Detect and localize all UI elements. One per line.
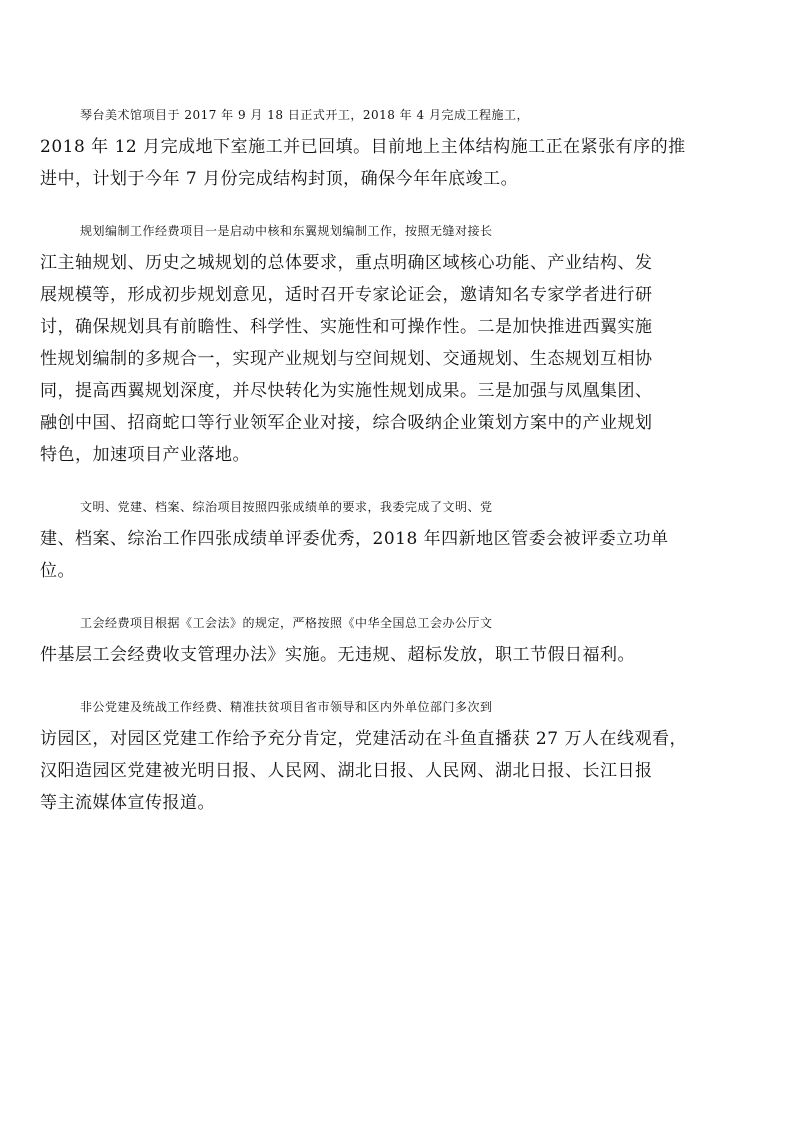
paragraph-line: 访园区，对园区党建工作给予充分肯定，党建活动在斗鱼直播获 27 万人在线观看， bbox=[40, 729, 687, 749]
paragraph-line: 同，提高西翼规划深度，并尽快转化为实施性规划成果。三是加强与凤凰集团、 bbox=[40, 381, 653, 401]
paragraph-nonpublic-party bbox=[20, 691, 757, 819]
paragraph-line: 等主流媒体宣传报道。 bbox=[40, 793, 215, 813]
paragraph-line: 2018 年 12 月完成地下室施工并已回填。目前地上主体结构施工正在紧张有序的推 bbox=[40, 137, 686, 157]
paragraph-line: 件基层工会经费收支管理办法》实施。无违规、超标发放，职工节假日福利。 bbox=[40, 645, 635, 665]
paragraph-line: 工会经费项目根据《工会法》的规定，严格按照《中华全国总工会办公厅文 bbox=[80, 616, 493, 630]
paragraph-line: 性规划编制的多规合一，实现产业规划与空间规划、交通规划、生态规划互相协 bbox=[40, 349, 653, 369]
paragraph-line: 江主轴规划、历史之城规划的总体要求，重点明确区域核心功能、产业结构、发 bbox=[40, 253, 653, 273]
paragraph-line: 琴台美术馆项目于 2017 年 9 月 18 日正式开工，2018 年 4 月完成工程施工， bbox=[80, 108, 529, 122]
paragraph-union-funds bbox=[20, 607, 757, 671]
paragraph-line: 进中，计划于今年 7 月份完成结构封顶，确保今年年底竣工。 bbox=[40, 169, 519, 189]
paragraph-line: 汉阳造园区党建被光明日报、人民网、湖北日报、人民网、湖北日报、长江日报 bbox=[40, 761, 653, 781]
paragraph-line: 位。 bbox=[40, 561, 75, 581]
paragraph-line: 展规模等，形成初步规划意见，适时召开专家论证会，邀请知名专家学者进行研 bbox=[40, 285, 653, 305]
paragraph-planning-funds bbox=[20, 215, 757, 471]
paragraph-qintai-museum bbox=[20, 99, 757, 195]
paragraph-line: 建、档案、综治工作四张成绩单评委优秀，2018 年四新地区管委会被评委立功单 bbox=[40, 529, 669, 549]
paragraph-line: 融创中国、招商蛇口等行业领军企业对接，综合吸纳企业策划方案中的产业规划 bbox=[40, 413, 653, 433]
paragraph-line: 特色，加速项目产业落地。 bbox=[40, 445, 250, 465]
paragraph-line: 讨，确保规划具有前瞻性、科学性、实施性和可操作性。二是加快推进西翼实施 bbox=[40, 317, 653, 337]
paragraph-line: 规划编制工作经费项目一是启动中核和东翼规划编制工作，按照无缝对接长 bbox=[80, 224, 493, 238]
paragraph-civilization-party bbox=[20, 491, 757, 587]
paragraph-line: 非公党建及统战工作经费、精准扶贫项目省市领导和区内外单位部门多次到 bbox=[80, 700, 493, 714]
paragraph-line: 文明、党建、档案、综治项目按照四张成绩单的要求，我委完成了文明、党 bbox=[80, 500, 493, 514]
